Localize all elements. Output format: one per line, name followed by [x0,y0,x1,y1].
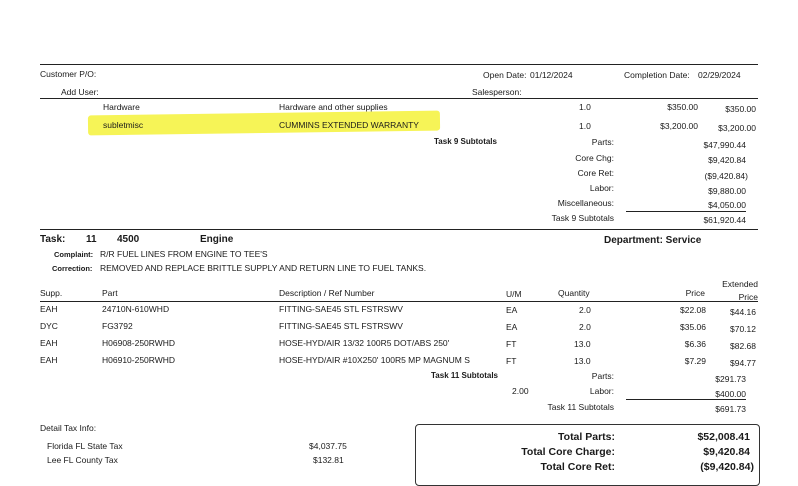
part-qty: 2.0 [579,305,591,315]
task11-subtotal-label: Parts: [591,371,614,381]
tax-row-label: Lee FL County Tax [47,455,118,465]
part-um: EA [506,322,518,332]
task9-subtotals-title: Task 9 Subtotals [434,137,497,146]
task9-subtotal-value: $9,880.00 [708,186,746,196]
task11-subtotal-value: $291.73 [715,374,746,384]
task9-line-price: $3,200.00 [660,121,698,131]
department-label: Department: Service [604,235,702,246]
completion-date-label: Completion Date: [624,70,690,80]
task9-line-desc: Hardware and other supplies [279,102,388,112]
task9-subtotal-value: $47,990.44 [703,140,746,150]
task9-subtotal-label: Core Ret: [577,168,614,178]
part-desc: HOSE-HYD/AIR 13/32 100R5 DOT/ABS 250' [279,338,450,348]
tax-row-value: $4,037.75 [309,441,347,451]
total-label: Total Core Ret: [540,461,615,473]
part-ext: $70.12 [730,324,756,334]
part-price: $7.29 [684,356,706,366]
task9-line-qty: 1.0 [579,102,591,112]
task9-line-ext: $3,200.00 [718,123,756,133]
part-price: $6.36 [684,339,706,349]
part-price: $35.06 [680,322,706,332]
col-ext1: Extended [722,279,758,289]
task9-subtotal-label: Labor: [589,183,614,193]
part-qty: 13.0 [574,339,591,349]
part-supp: EAH [40,338,58,348]
task9-subtotal-label: Miscellaneous: [557,198,614,208]
part-supp: EAH [40,355,58,365]
task11-subtotals-title: Task 11 Subtotals [431,371,498,380]
task9-subtotal-label: Core Chg: [575,153,614,163]
part-qty: 13.0 [574,356,591,366]
part-desc: FITTING-SAE45 STL FSTRSWV [279,304,403,314]
task11-top-rule [40,229,758,230]
task11-subtotal-value: $691.73 [715,404,746,414]
correction-label: Correction: [52,264,93,273]
part-number: H06908-250RWHD [102,338,176,348]
part-desc: HOSE-HYD/AIR #10X250' 100R5 MP MAGNUM S [279,355,470,365]
task11-subtotal-label: Labor: [589,386,614,396]
part-number: FG3792 [102,321,133,331]
total-value: $9,420.84 [703,446,750,458]
task9-line-code: subletmisc [103,120,144,130]
part-ext: $82.68 [730,341,756,351]
task-category: Engine [200,234,234,245]
open-date-label: Open Date: [483,70,527,80]
col-um: U/M [506,289,522,299]
task9-subtotal-label: Task 9 Subtotals [551,213,614,223]
add-user-label: Add User: [61,87,99,97]
part-um: EA [506,305,518,315]
col-desc: Description / Ref Number [279,288,375,298]
task9-subtotal-value: $9,420.84 [708,155,746,165]
part-qty: 2.0 [579,322,591,332]
labor-hours: 2.00 [512,386,529,396]
tax-row-label: Florida FL State Tax [47,441,123,451]
task9-line-qty: 1.0 [579,121,591,131]
task9-line-code: Hardware [103,102,140,112]
col-part: Part [102,288,118,298]
total-label: Total Parts: [558,431,615,443]
task9-line-desc: CUMMINS EXTENDED WARRANTY [279,120,419,130]
top-rule [40,64,758,65]
complaint-text: R/R FUEL LINES FROM ENGINE TO TEE'S [100,249,268,259]
part-number: H06910-250RWHD [102,355,176,365]
part-um: FT [506,339,517,349]
task-number: 11 [86,234,97,245]
task9-subtotal-value: $61,920.44 [703,215,746,225]
task11-cols-rule [40,301,758,302]
task9-line-price: $350.00 [667,102,698,112]
part-ext: $44.16 [730,307,756,317]
part-supp: DYC [40,321,58,331]
task9-subtotal-value: ($9,420.84) [704,171,748,181]
task9-subtotal-label: Parts: [591,137,614,147]
part-desc: FITTING-SAE45 STL FSTRSWV [279,321,403,331]
task11-subtotal-label: Task 11 Subtotals [547,402,614,412]
customer-po-label: Customer P/O: [40,69,97,79]
complaint-label: Complaint: [54,250,94,259]
open-date-value: 01/12/2024 [530,70,573,80]
tax-row-value: $132.81 [313,455,344,465]
tax-title: Detail Tax Info: [40,423,97,433]
col-supp: Supp. [40,288,63,298]
part-price: $22.08 [680,305,706,315]
part-number: 24710N-610WHD [102,304,170,314]
part-ext: $94.77 [730,358,756,368]
total-value: $52,008.41 [697,431,750,443]
col-qty: Quantity [558,288,590,298]
col-price: Price [685,288,705,298]
completion-date-value: 02/29/2024 [698,70,741,80]
task11-subtotal-value: $400.00 [715,389,746,399]
task11-subtotal-rule [626,399,746,400]
header-rule [40,98,758,99]
task9-line-ext: $350.00 [725,104,756,114]
col-ext2: Price [738,292,758,302]
task9-subtotal-value: $4,050.00 [708,200,746,210]
total-value: ($9,420.84) [700,461,754,473]
part-supp: EAH [40,304,58,314]
salesperson-label: Salesperson: [472,87,522,97]
task-label: Task: [40,234,66,245]
correction-text: REMOVED AND REPLACE BRITTLE SUPPLY AND RETURN LINE TO FUEL TANKS. [100,263,427,273]
task9-subtotal-rule [626,211,746,212]
total-label: Total Core Charge: [521,446,615,458]
task-op-code: 4500 [117,234,140,245]
part-um: FT [506,356,517,366]
